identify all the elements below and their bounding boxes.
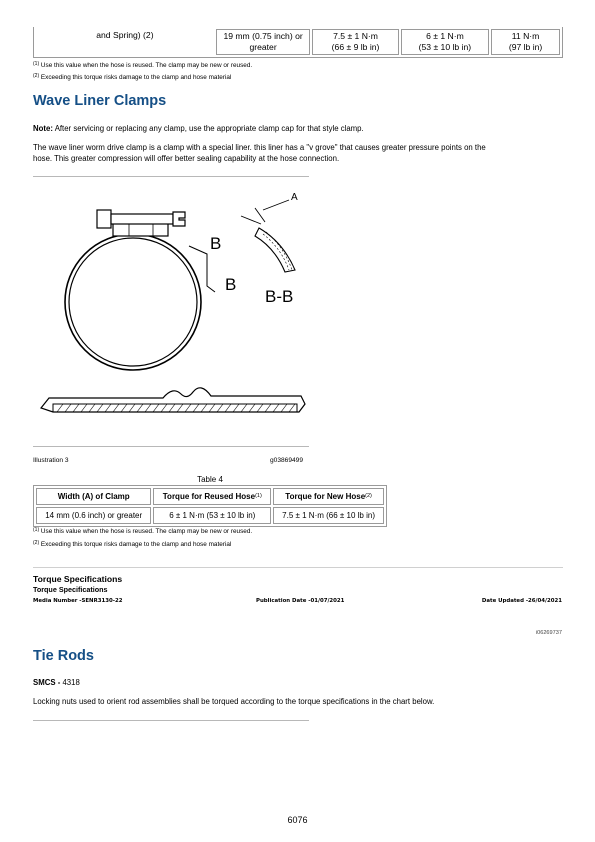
cell-text: 19 mm (0.75 inch) or xyxy=(223,31,303,41)
paragraph-line: hose. This greater compression will offer better sealing capability at the hose connection. xyxy=(33,154,340,163)
screw-shaft xyxy=(111,214,173,224)
table-cell: 14 mm (0.6 inch) or greater xyxy=(36,507,151,524)
dimension-line xyxy=(241,216,261,224)
smcs-code: 4318 xyxy=(62,678,80,687)
table-header xyxy=(153,488,271,505)
cell-text: 6 ± 1 N·m xyxy=(426,31,464,41)
cell-text: (66 ± 9 lb in) xyxy=(331,42,380,52)
footnote-marker: (1) xyxy=(33,527,40,533)
section-heading-tie-rods: Tie Rods xyxy=(33,648,94,664)
cell-text: (53 ± 10 lb in) xyxy=(418,42,472,52)
leader-line xyxy=(263,200,289,210)
label-a: A xyxy=(291,192,298,203)
table-row xyxy=(36,29,560,55)
footnote-2 xyxy=(33,72,231,82)
liner-hatching xyxy=(57,404,295,412)
table-header xyxy=(273,488,384,505)
divider xyxy=(33,446,309,447)
illustration-caption: Illustration 3 xyxy=(33,457,69,464)
screw-head xyxy=(97,210,111,228)
screw-end xyxy=(173,212,185,226)
footnote-text: Use this value when the hose is reused. The clamp may be new or reused. xyxy=(40,62,253,69)
page-number: 6076 xyxy=(287,815,308,825)
note-text: After servicing or replacing any clamp, use the appropriate clamp cap for that style clamp. xyxy=(54,124,364,133)
doc-title: Torque Specifications xyxy=(33,574,123,584)
footnote-marker: (2) xyxy=(33,73,40,79)
paragraph-line: The wave liner worm drive clamp is a clamp with a special liner. this liner has a "v grove" that causes greater pressure points on the xyxy=(33,143,486,152)
footnote-text: Exceeding this torque risks damage to the clamp and hose material xyxy=(40,74,232,81)
cell-text: and Spring) (2) xyxy=(96,30,154,40)
footnote-marker: (2) xyxy=(365,493,372,499)
clamp-illustration xyxy=(33,182,309,422)
cell-text: greater xyxy=(249,42,277,52)
table-row xyxy=(36,507,384,524)
body-paragraph xyxy=(33,142,563,164)
label-b-bottom: B xyxy=(225,275,237,294)
section-heading-wave-liner: Wave Liner Clamps xyxy=(33,93,167,109)
date-updated: Date Updated -26/04/2021 xyxy=(481,598,562,604)
table-cell xyxy=(401,29,489,55)
wave-liner-profile xyxy=(41,388,305,412)
document-id: i06269737 xyxy=(535,630,562,636)
footnote-1 xyxy=(33,60,252,70)
table-cell xyxy=(36,29,214,55)
clamp-inner-ring xyxy=(69,238,197,366)
torque-table-continued xyxy=(33,27,563,58)
label-b-top: B xyxy=(210,234,222,253)
note-paragraph xyxy=(33,123,563,134)
note-label: Note: xyxy=(33,124,53,133)
header-text: Torque for New Hose xyxy=(285,492,366,501)
footnote-marker: (1) xyxy=(255,493,262,499)
clamp-outer-ring xyxy=(65,234,201,370)
divider xyxy=(33,720,309,721)
table-cell xyxy=(216,29,311,55)
footnote-text: Exceeding this torque risks damage to the clamp and hose material xyxy=(40,541,232,548)
table-cell: 7.5 ± 1 N·m (66 ± 10 lb in) xyxy=(273,507,384,524)
smcs-label: SMCS - xyxy=(33,678,61,687)
doc-subtitle: Torque Specifications xyxy=(33,585,108,594)
header-text: Torque for Reused Hose xyxy=(162,492,256,501)
clamp-torque-table xyxy=(33,485,387,527)
section-profile xyxy=(255,228,295,272)
table-header-row xyxy=(36,488,384,505)
table-title: Table 4 xyxy=(197,475,223,484)
table-cell xyxy=(312,29,398,55)
label-section-bb: B-B xyxy=(265,287,294,306)
footnote-marker: (1) xyxy=(33,61,40,67)
section-divider xyxy=(33,567,563,568)
cell-text: (97 lb in) xyxy=(508,42,543,52)
graphic-id: g03869499 xyxy=(270,457,304,464)
header-text: Width (A) of Clamp xyxy=(57,492,130,501)
body-paragraph: Locking nuts used to orient rod assemblies shall be torqued according to the torque specifications in the chart below. xyxy=(33,697,435,706)
section-hatch xyxy=(266,232,292,270)
table-cell: 6 ± 1 N·m (53 ± 10 lb in) xyxy=(153,507,271,524)
publication-date: Publication Date -01/07/2021 xyxy=(256,598,345,604)
footnote-2 xyxy=(33,539,231,549)
media-number: Media Number -SENR3130-22 xyxy=(33,598,123,604)
footnote-1 xyxy=(33,526,252,536)
table-header xyxy=(36,488,151,505)
divider xyxy=(33,176,309,177)
table-cell xyxy=(491,29,560,55)
footnote-marker: (2) xyxy=(33,540,40,546)
smcs-line xyxy=(33,677,563,688)
cell-text: 7.5 ± 1 N·m xyxy=(333,31,378,41)
footnote-text: Use this value when the hose is reused. The clamp may be new or reused. xyxy=(40,528,253,535)
cell-text: 11 N·m xyxy=(511,31,540,41)
